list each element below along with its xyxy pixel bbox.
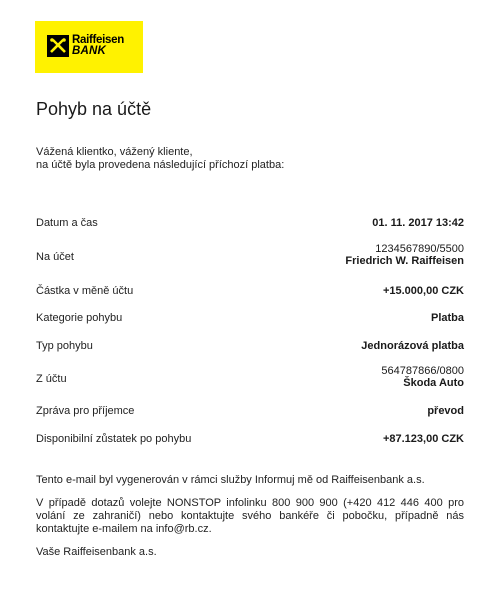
- message-label: Zpráva pro příjemce: [36, 405, 135, 417]
- type-value: Jednorázová platba: [361, 340, 464, 352]
- source-account-owner: Škoda Auto: [403, 377, 464, 389]
- target-account-owner: Friedrich W. Raiffeisen: [345, 255, 464, 267]
- category-label: Kategorie pohybu: [36, 312, 123, 324]
- logo-wordmark: [72, 35, 124, 57]
- row-amount: [36, 284, 464, 298]
- source-account-value: [381, 365, 464, 389]
- balance-label: Disponibilní zůstatek po pohybu: [36, 433, 192, 445]
- signature: Vaše Raiffeisenbank a.s.: [36, 546, 157, 558]
- target-account-number: 1234567890/5500: [375, 243, 464, 255]
- target-account-label: Na účet: [36, 251, 74, 263]
- generated-notice: Tento e-mail byl vygenerován v rámci služby Informuj mě od Raiffeisenbank a.s.: [36, 474, 425, 486]
- contact-info: V případě dotazů volejte NONSTOP infolinku 800 900 900 (+420 412 446 400 pro volání ze zahraničí) nebo kontaktujte svého bankéře či pobočku, případně nás kontaktujte e-mailem na info@rb.cz.: [36, 497, 464, 535]
- source-account-label: Z účtu: [36, 373, 67, 385]
- balance-value: +87.123,00 CZK: [382, 433, 464, 445]
- datetime-value: 01. 11. 2017 13:42: [372, 217, 464, 229]
- source-account-number: 564787866/0800: [381, 365, 464, 377]
- raiffeisen-logo: [35, 21, 143, 73]
- row-message: [36, 404, 464, 418]
- row-target-account: [36, 243, 464, 269]
- logo-line-1: Raiffeisen: [72, 34, 124, 46]
- target-account-value: [345, 243, 464, 267]
- row-category: [36, 311, 464, 325]
- row-datetime: [36, 216, 464, 230]
- type-label: Typ pohybu: [36, 340, 93, 352]
- row-source-account: [36, 365, 464, 391]
- amount-value: +15.000,00 CZK: [382, 285, 464, 297]
- page-title: Pohyb na účtě: [36, 99, 152, 119]
- amount-label: Částka v měně účtu: [36, 285, 134, 297]
- row-type: [36, 339, 464, 353]
- message-value: převod: [427, 405, 464, 417]
- logo-line-2: BANK: [72, 45, 107, 57]
- greeting: [36, 146, 284, 172]
- crossed-horses-logo-icon: [47, 35, 69, 57]
- row-balance: [36, 432, 464, 446]
- category-value: Platba: [430, 312, 464, 324]
- greeting-line-1: Vážená klientko, vážený kliente,: [36, 146, 193, 158]
- greeting-line-2: na účtě byla provedena následující příchozí platba:: [36, 159, 285, 171]
- datetime-label: Datum a čas: [36, 217, 98, 229]
